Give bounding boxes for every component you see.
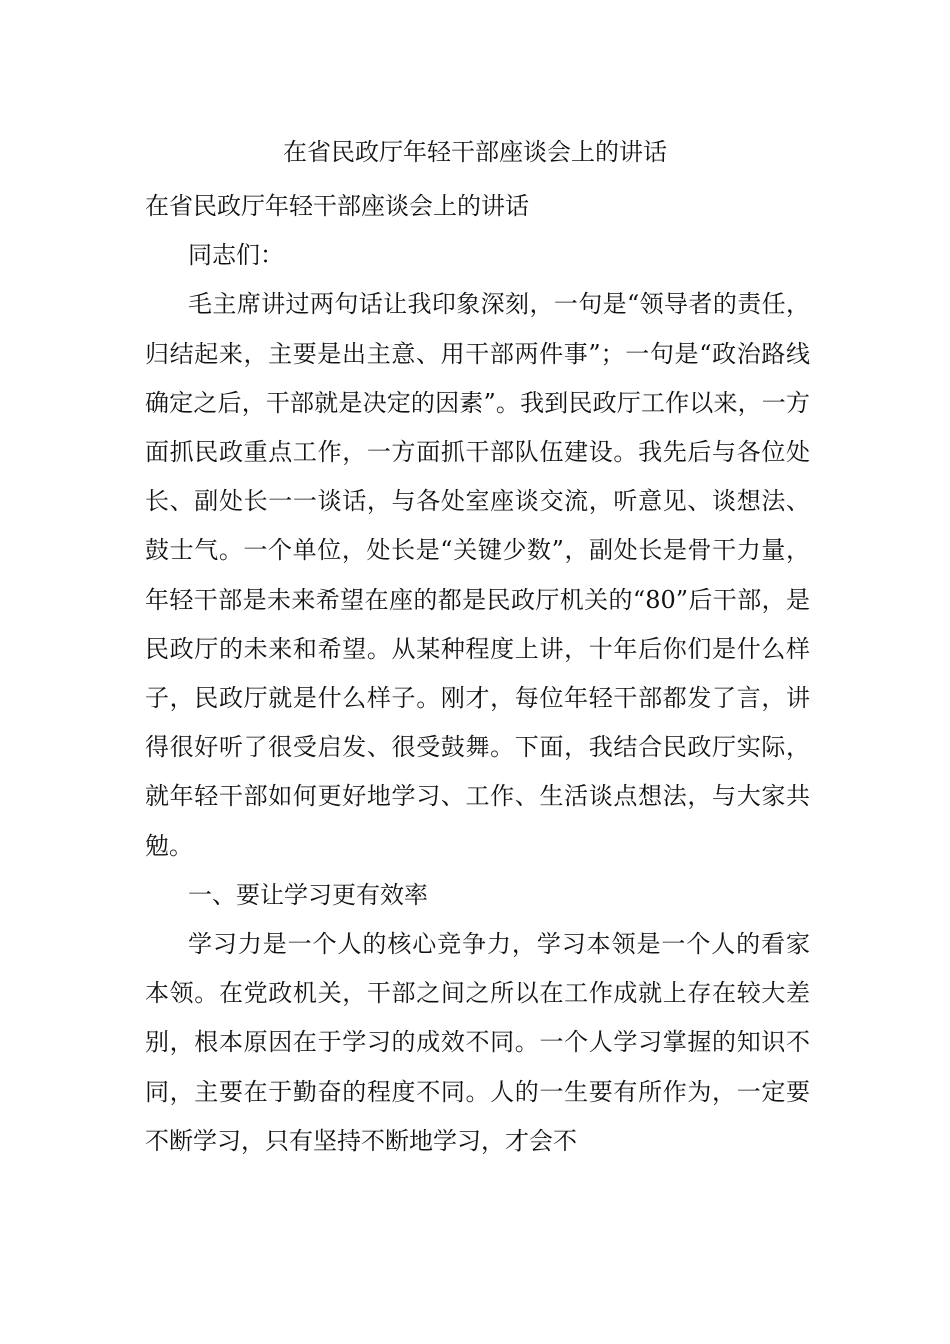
document-title: 在省民政厅年轻干部座谈会上的讲话 — [283, 138, 667, 166]
section-heading-1: 一、要让学习更有效率 — [188, 880, 428, 909]
document-body — [145, 182, 810, 1166]
document-subtitle: 在省民政厅年轻干部座谈会上的讲话 — [145, 192, 529, 220]
paragraph-2: 学习力是一个人的核心竞争力，学习本领是一个人的看家本领。在党政机关，干部之间之所以在工作成就上存在较大差别，根本原因在于学习的成效不同。一个人学习掌握的知识不同，主要在于勤奋的程度不同。人的一生要有所作为，一定要不断学习，只有坚持不断地学习，才会不 — [145, 930, 810, 1155]
salutation: 同志们： — [188, 241, 284, 270]
paragraph-1: 毛主席讲过两句话让我印象深刻，一句是“领导者的责任，归结起来，主要是出主意、用干部两件事”；一句是“政治路线确定之后，干部就是决定的因素”。我到民政厅工作以来，一方面抓民政重点工作，一方面抓干部队伍建设。我先后与各位处长、副处长一一谈话，与各处室座谈交流，听意见、谈想法、鼓士气。一个单位，处长是“关键少数”，副处长是骨干力量，年轻干部是未来希望在座的都是民政厅机关的“80”后干部，是民政厅的未来和希望。从某种程度上讲，十年后你们是什么样子，民政厅就是什么样子。刚才，每位年轻干部都发了言，讲得很好听了很受启发、很受鼓舞。下面，我结合民政厅实际，就年轻干部如何更好地学习、工作、生活谈点想法，与大家共勉。 — [145, 290, 810, 860]
